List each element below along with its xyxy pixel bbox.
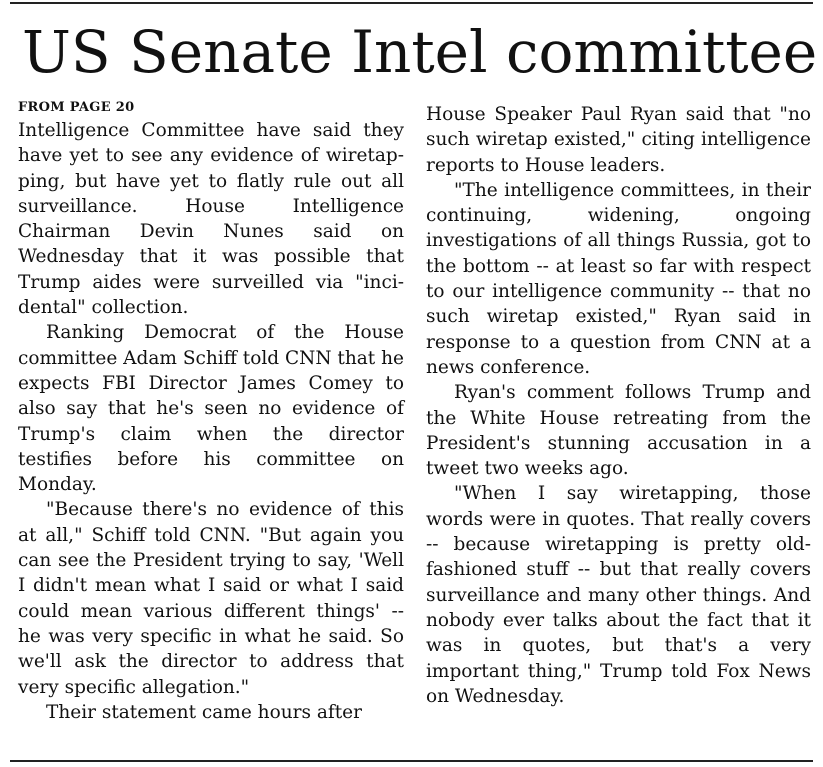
paragraph: "Because there's no evidence of this at all," Schiff told CNN. "But again you can see the President trying to say, 'Well I didn't mean what I said or what I said could mean various different things' -- he was very specific in what he said. So we'll ask the director to address that very specific allegation." [18, 499, 404, 698]
paragraph: Ranking Democrat of the House committee Adam Schiff told CNN that he expects FBI Director James Comey to also say that he's seen no evidence of Trump's claim when the director testifies before his committee on Monday. [18, 322, 404, 496]
paragraph: Their statement came hours after [46, 701, 362, 723]
paragraph: Intelligence Committee have said they have yet to see any evidence of wiretapping, but have yet to flatly rule out all surveillance. House Intelligence Chairman Devin Nunes said on Wednesday that it was possible that Trump aides were surveilled via "incidental" collection. [18, 120, 404, 319]
paragraph: "When I say wiretapping, those words were in quotes. That really covers -- because wiretapping is pretty old-fashioned stuff -- but that really covers surveillance and many other things. And nobody ever talks about the fact that it was in quotes, but that's a very important thing," Trump told Fox News on Wednesday. [426, 483, 811, 707]
paragraph: "The intelligence committees, in their continuing, widening, ongoing investigations of all things Russia, got to the bottom -- at least so far with respect to our intelligence community -- that no such wiretap existed," Ryan said in response to a question from CNN at a news conference. [426, 179, 811, 378]
paragraph: Ryan's comment follows Trump and the White House retreating from the President's stunning accusation in a tweet two weeks ago. [426, 382, 811, 480]
top-rule [10, 2, 813, 4]
paragraph: House Speaker Paul Ryan said that "no such wiretap existed," citing intelligence reports to House leaders. [426, 104, 811, 176]
article-column-right [426, 102, 811, 709]
bottom-rule [10, 760, 813, 762]
jump-line: FROM PAGE 20 [18, 100, 135, 115]
article-column-left [18, 100, 404, 725]
headline: US Senate Intel committee [22, 18, 818, 86]
